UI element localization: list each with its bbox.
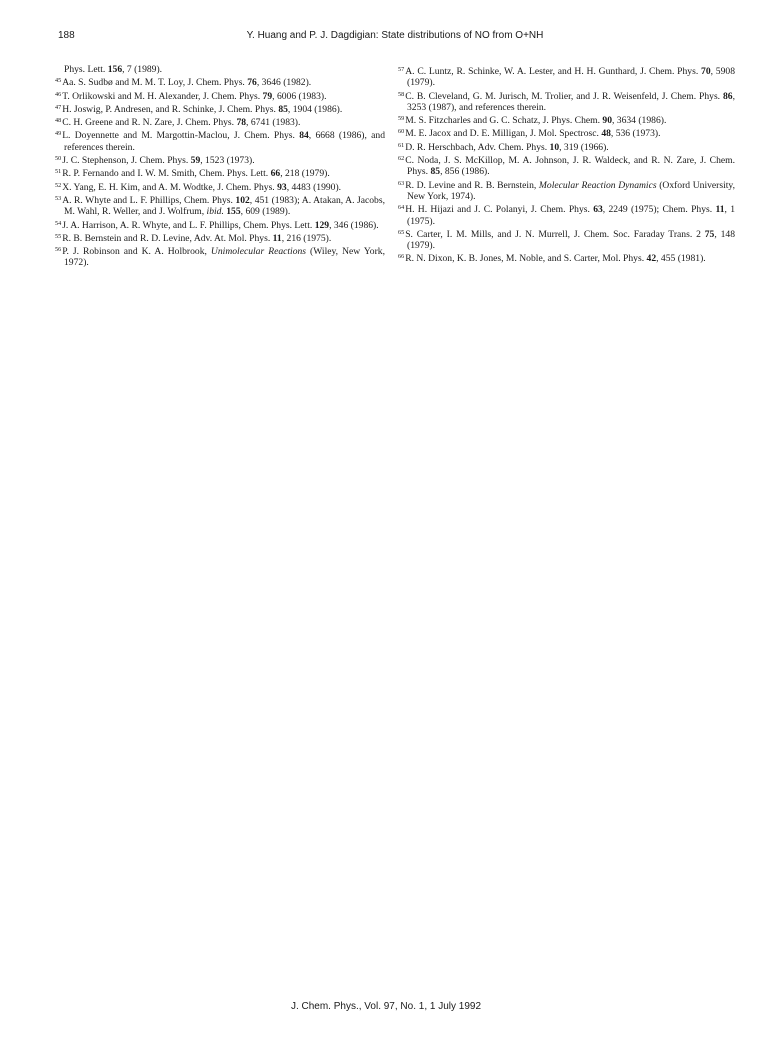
reference-volume: 78 bbox=[236, 117, 247, 129]
reference-text: , 455 (1981). bbox=[656, 253, 706, 265]
reference-number: 64 bbox=[398, 204, 405, 212]
reference-volume: 90 bbox=[602, 115, 612, 127]
reference-text: , 1904 (1986). bbox=[287, 103, 343, 115]
reference-text: , 3253 (1987), and references therein. bbox=[407, 90, 735, 113]
reference-number: 45 bbox=[55, 77, 62, 85]
reference-volume: 155 bbox=[223, 206, 241, 218]
journal-footer: J. Chem. Phys., Vol. 97, No. 1, 1 July 1992 bbox=[290, 1001, 482, 1012]
reference-text: R. P. Fernando and I. W. M. Smith, Chem. Phys. Lett. bbox=[62, 168, 271, 180]
reference-number: 62 bbox=[398, 155, 405, 163]
reference-text: , 536 (1973). bbox=[610, 128, 661, 140]
reference-volume: 85 bbox=[278, 103, 288, 115]
reference-entry bbox=[55, 115, 385, 128]
reference-entry bbox=[398, 227, 735, 252]
reference-column-left bbox=[55, 64, 385, 269]
reference-text: , 3646 (1982). bbox=[256, 77, 312, 89]
reference-text: S. Carter, I. M. Mills, and J. N. Murrell, J. Chem. Soc. Faraday Trans. 2 bbox=[405, 228, 705, 240]
reference-column-right bbox=[398, 64, 735, 265]
reference-volume: 70 bbox=[701, 66, 711, 77]
reference-number: 48 bbox=[55, 117, 62, 125]
reference-text: J. A. Harrison, A. R. Whyte, and L. F. Phillips, Chem. Phys. Lett. bbox=[62, 219, 315, 231]
reference-text: , 5908 (1979). bbox=[407, 66, 735, 89]
reference-text: , 451 (1983); A. Atakan, A. Jacobs, M. Wahl, R. Weller, and J. Wolfrum, bbox=[64, 194, 385, 218]
reference-text: R. B. Bernstein and R. D. Levine, Adv. At. Mol. Phys. bbox=[62, 232, 273, 244]
reference-text: X. Yang, E. H. Kim, and A. M. Wodtke, J. Chem. Phys. bbox=[62, 181, 278, 193]
reference-text: Aa. S. Sudbø and M. M. T. Loy, J. Chem. Phys. bbox=[62, 77, 248, 89]
reference-text: , 1523 (1973). bbox=[200, 155, 255, 167]
reference-number: 54 bbox=[55, 219, 62, 227]
reference-entry bbox=[55, 231, 385, 244]
reference-number: 51 bbox=[55, 168, 62, 176]
reference-text: , 609 (1989). bbox=[240, 206, 291, 218]
reference-entry bbox=[55, 180, 385, 193]
reference-title: Unimolecular Reactions bbox=[210, 246, 307, 258]
reference-entry bbox=[398, 251, 735, 264]
reference-text: , 6741 (1983). bbox=[246, 117, 301, 129]
reference-text: , 319 (1966). bbox=[559, 141, 609, 153]
reference-text: A. R. Whyte and L. F. Phillips, Chem. Phys. bbox=[62, 194, 236, 206]
reference-text: , 148 (1979). bbox=[407, 228, 735, 252]
reference-title: Molecular Reaction Dynamics bbox=[538, 179, 657, 191]
reference-volume: 11 bbox=[272, 232, 282, 244]
reference-entry bbox=[55, 89, 385, 102]
reference-text: R. D. Levine and R. B. Bernstein, bbox=[405, 179, 539, 191]
reference-volume: 75 bbox=[704, 228, 715, 240]
reference-number: 65 bbox=[398, 228, 405, 236]
reference-text: , 856 (1986). bbox=[440, 166, 490, 178]
running-header bbox=[58, 30, 732, 44]
reference-entry bbox=[398, 178, 735, 203]
reference-volume: 66 bbox=[270, 168, 281, 180]
reference-entry bbox=[398, 153, 735, 178]
reference-text: P. J. Robinson and K. A. Holbrook, bbox=[62, 246, 211, 258]
reference-entry bbox=[398, 126, 735, 139]
reference-text: , 218 (1979). bbox=[280, 168, 330, 180]
reference-text: (Oxford University, New York, 1974). bbox=[407, 179, 735, 202]
reference-entry bbox=[398, 64, 735, 89]
reference-volume: 76 bbox=[247, 77, 257, 89]
reference-number: 58 bbox=[398, 90, 405, 98]
reference-text: L. Doyennette and M. Margottin-Maclou, J. Chem. Phys. bbox=[62, 130, 300, 142]
reference-number: 52 bbox=[55, 181, 62, 189]
reference-entry bbox=[55, 244, 385, 269]
reference-volume: 86 bbox=[723, 90, 733, 102]
reference-volume: 42 bbox=[646, 253, 657, 265]
reference-number: 53 bbox=[55, 194, 62, 202]
reference-text: H. Joswig, P. Andresen, and R. Schinke, J. Chem. Phys. bbox=[62, 103, 279, 115]
reference-number: 50 bbox=[55, 155, 62, 163]
reference-entry bbox=[55, 153, 385, 166]
reference-number: 59 bbox=[398, 115, 405, 123]
reference-entry bbox=[55, 102, 385, 115]
reference-volume: 85 bbox=[430, 166, 441, 178]
reference-text: , 4483 (1990). bbox=[286, 181, 342, 193]
reference-title: ibid. bbox=[206, 206, 224, 218]
reference-entry bbox=[398, 202, 735, 227]
reference-continuation: Phys. Lett. 156, 7 (1989). bbox=[64, 64, 163, 75]
reference-text: M. E. Jacox and D. E. Milligan, J. Mol. Spectrosc. bbox=[405, 128, 602, 140]
reference-volume: 79 bbox=[262, 90, 273, 102]
page-number: 188 bbox=[58, 30, 75, 41]
reference-text: D. R. Herschbach, Adv. Chem. Phys. bbox=[405, 141, 550, 153]
reference-text: , 346 (1986). bbox=[329, 219, 379, 231]
reference-number: 49 bbox=[55, 130, 62, 138]
reference-volume: 10 bbox=[549, 141, 560, 153]
reference-text: , 1 (1975). bbox=[407, 204, 735, 227]
running-title: Y. Huang and P. J. Dagdigian: State distributions of NO from O+NH bbox=[246, 30, 544, 41]
reference-number: 55 bbox=[55, 232, 62, 240]
reference-volume: 129 bbox=[314, 219, 330, 231]
reference-entry bbox=[55, 75, 385, 88]
reference-text: A. C. Luntz, R. Schinke, W. A. Lester, and H. H. Gunthard, J. Chem. Phys. bbox=[405, 66, 702, 77]
reference-text: C. B. Cleveland, G. M. Jurisch, M. Trolier, and J. R. Weisenfeld, J. Chem. Phys. bbox=[405, 90, 723, 102]
reference-number: 60 bbox=[398, 128, 405, 136]
reference-text: (Wiley, New York, 1972). bbox=[64, 246, 385, 269]
reference-entry bbox=[398, 140, 735, 153]
reference-text: , 216 (1975). bbox=[281, 232, 332, 244]
reference-text: J. C. Stephenson, J. Chem. Phys. bbox=[62, 155, 191, 167]
reference-number: 57 bbox=[398, 66, 405, 73]
reference-volume: 84 bbox=[299, 130, 309, 142]
reference-text: , 6668 (1986), and references therein. bbox=[64, 130, 385, 153]
reference-number: 61 bbox=[398, 141, 405, 149]
reference-entry bbox=[55, 166, 385, 179]
reference-entry bbox=[55, 193, 385, 218]
reference-number: 66 bbox=[398, 253, 405, 261]
reference-entry bbox=[398, 89, 735, 114]
reference-volume: 63 bbox=[593, 204, 603, 216]
reference-volume: 11 bbox=[715, 204, 725, 216]
reference-text: C. Noda, J. S. McKillop, M. A. Johnson, J. R. Waldeck, and R. N. Zare, J. Chem. Phys. bbox=[405, 155, 735, 178]
reference-text: H. H. Hijazi and J. C. Polanyi, J. Chem. Phys. bbox=[405, 204, 594, 216]
reference-number: 56 bbox=[55, 246, 62, 254]
reference-number: 47 bbox=[55, 103, 62, 111]
reference-entry bbox=[398, 113, 735, 126]
reference-text: M. S. Fitzcharles and G. C. Schatz, J. Phys. Chem. bbox=[405, 115, 603, 127]
reference-text: R. N. Dixon, K. B. Jones, M. Noble, and S. Carter, Mol. Phys. bbox=[405, 253, 647, 265]
reference-text: , 3634 (1986). bbox=[611, 115, 667, 127]
reference-volume: 48 bbox=[601, 128, 611, 140]
reference-entry bbox=[55, 128, 385, 153]
reference-volume: 59 bbox=[190, 155, 201, 167]
reference-volume: 102 bbox=[235, 194, 250, 206]
reference-number: 46 bbox=[55, 90, 62, 98]
reference-text: , 2249 (1975); Chem. Phys. bbox=[602, 204, 716, 216]
reference-text: , 6006 (1983). bbox=[272, 90, 327, 102]
reference-text: C. H. Greene and R. N. Zare, J. Chem. Phys. bbox=[62, 117, 237, 129]
reference-text: T. Orlikowski and M. H. Alexander, J. Chem. Phys. bbox=[62, 90, 263, 102]
reference-entry bbox=[55, 218, 385, 231]
reference-volume: 93 bbox=[277, 181, 287, 193]
reference-number: 63 bbox=[398, 179, 405, 187]
